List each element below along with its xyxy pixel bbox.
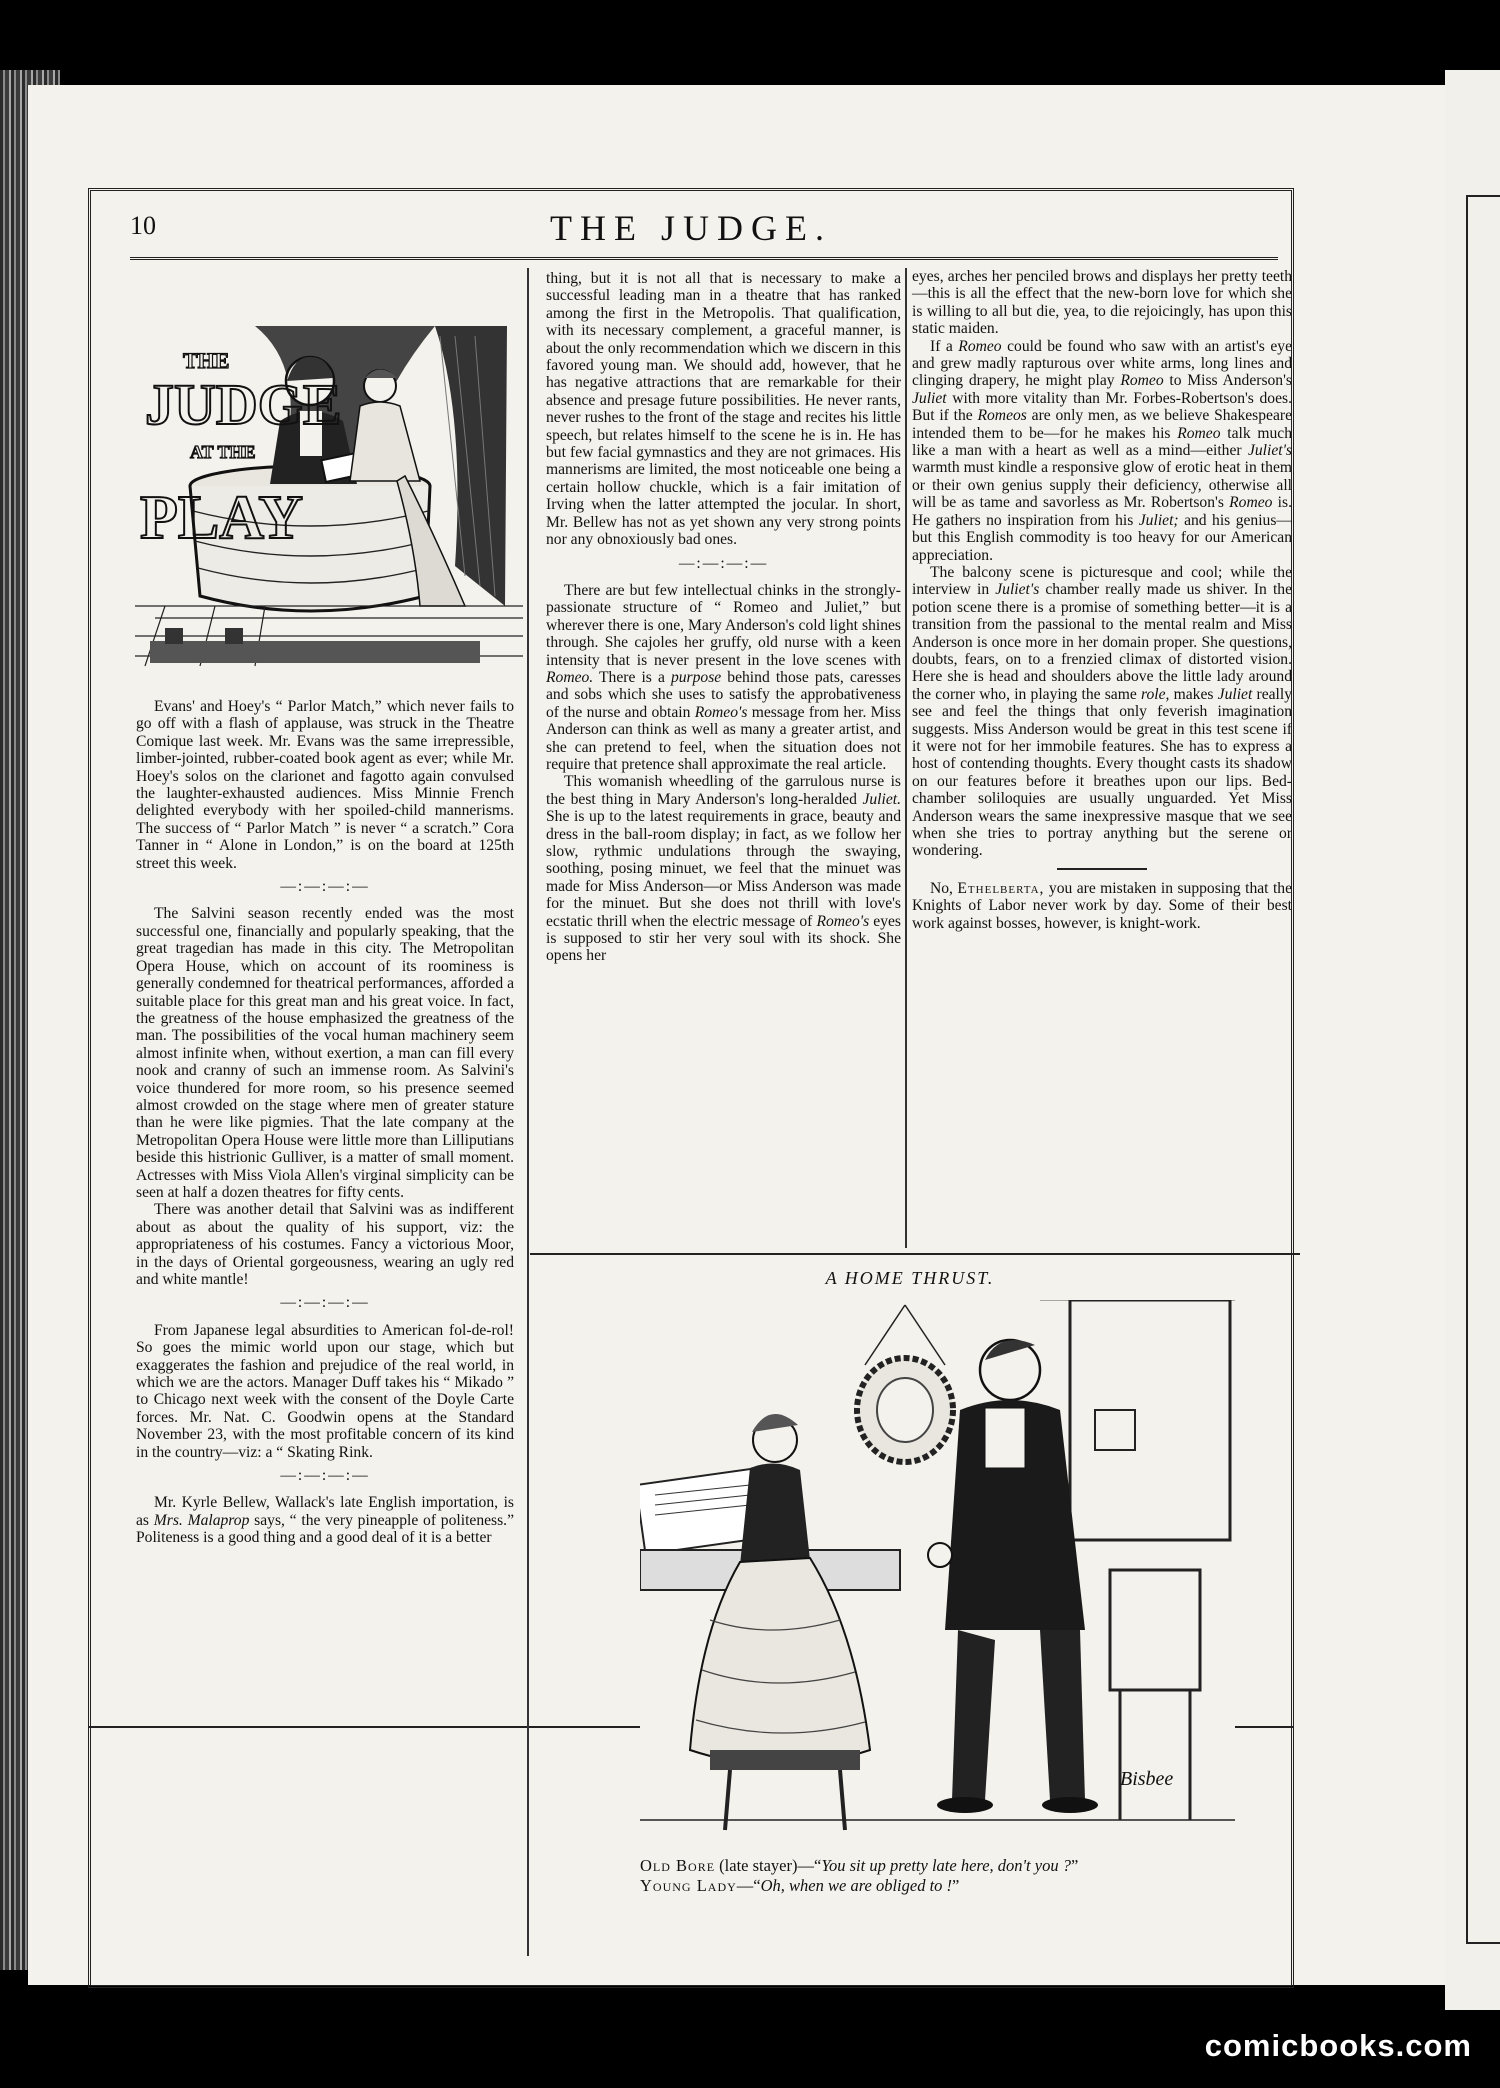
text-run: Mr. Kyrle Bellew, Wallack's late English importation, is as xyxy=(136,1494,514,1529)
article-column-2 xyxy=(546,270,901,965)
paragraph-kyrle-bellew xyxy=(136,1494,514,1546)
lettering-at-the: AT THE xyxy=(190,442,256,462)
italic-run: Romeos xyxy=(977,407,1027,425)
text-run: you are mistaken in supposing that the Knights of Labor never work by day. Some of their best work against bosses, however, is knight-work. xyxy=(912,879,1292,932)
text-run: This womanish wheedling of the garrulous nurse is the best thing in Mary Anderson's long-heralded xyxy=(546,773,901,808)
text-run: behind those pats, caresses and sobs which she uses to satisfy the approbativeness of the nurse and obtain xyxy=(546,668,902,721)
masthead-title: THE JUDGE. xyxy=(550,208,832,248)
italic-run: Romeo xyxy=(1177,424,1221,442)
italic-run: role, xyxy=(1140,685,1170,703)
caption-speaker: Old Bore xyxy=(640,1856,716,1875)
cartoon-title: A HOME THRUST. xyxy=(825,1268,995,1288)
short-rule xyxy=(1057,868,1147,870)
paragraph-balcony-scene xyxy=(912,564,1292,860)
article-column-3 xyxy=(912,268,1292,932)
italic-run: Romeo's xyxy=(694,703,748,721)
article-column-1 xyxy=(136,698,514,1547)
masthead-rule xyxy=(130,257,1278,260)
text-run: There is a xyxy=(599,668,665,686)
italic-run: Juliet; xyxy=(1138,511,1179,529)
text-run: No, xyxy=(930,879,953,897)
caption-line-1: Old Bore (late stayer)—“You sit up pretty late here, don't you ?” xyxy=(640,1856,1079,1875)
page-number: 10 xyxy=(130,211,156,240)
italic-run: Romeo xyxy=(1229,494,1273,512)
text-run: with more vitality than Mr. Forbes-Robertson's does. But if the xyxy=(912,389,1292,425)
section-separator: —:—:—:— xyxy=(280,1294,370,1312)
paragraph-ethelberta xyxy=(912,880,1292,932)
lettering-judge: JUDGE xyxy=(145,372,342,437)
italic-run: Juliet's xyxy=(1247,442,1292,460)
paragraph-parlor-match: Evans' and Hoey's “ Parlor Match,” which never fails to go off with a flash of applause, was struck in the Theatre Comique last week. Mr. Evans was the same irrepressible, limber-jointed, rubber-coated book agent as ever; while Mr. Hoey's solos on the clarionet and fagotto again convulsed the laughter-exhausted audiences. Miss Minnie French delighted everybody with her spoiled-child mannerisms. The success of “ Parlor Match ” is never “ a scratch.” Cora Tanner in “ Alone in London,” is on the board at 125th street this week. xyxy=(136,698,514,872)
home-thrust-cartoon xyxy=(640,1300,1235,1840)
paragraph-bellew-continued: thing, but it is not all that is necessary to make a successful leading man in a theatre that has ranked among the first in the Metropolis. That qualification, with its necessary complement, a graceful manner, is about the only recommendation which we discern in this favored young man. We should add, however, that he has negative attractions that are remarkable for their absence and presage future possibilities. He never rants, never rushes to the front of the stage and recites his little speech, but relates himself to the scene he is in. He has but few facial gymnastics and they are not grimaces. His mannerisms are limited, the most noticeable one being a certain hollow chuckle, which is a fair imitation of Irving when the latter attempted the jocular. In short, Mr. Bellew has not as yet shown any very strong points nor any obnoxiously bad ones. xyxy=(546,270,901,549)
watermark: comicbooks.com xyxy=(1204,2028,1472,2063)
cartoon-caption xyxy=(640,1856,1240,1896)
caption-note: (late stayer)—“ xyxy=(719,1856,822,1875)
text-run: message from her. Miss Anderson can think as well as many a greater artist, and she can pretend to feel, when the situation does not require that pretence shall approximate the real article. xyxy=(546,703,901,773)
next-page-frame xyxy=(1466,195,1500,1944)
paragraph-salvini-costumes: There was another detail that Salvini was as indifferent about as about the quality of his support, viz: the appropriateness of his costumes. Fancy a victorious Moor, in the days of Oriental gorgeousness, wearing an ugly red and white mantle! xyxy=(136,1201,514,1288)
text-run: and his genius—but this English commodity is too heavy for our American appreciation. xyxy=(912,511,1293,564)
caption-note: —“ xyxy=(736,1876,761,1895)
text-run: If a xyxy=(930,337,953,355)
italic-run: purpose xyxy=(670,668,722,686)
artist-signature: Bisbee xyxy=(1120,1768,1174,1790)
italic-run: Romeo. xyxy=(546,668,594,686)
text-run: says, “ the very pineapple of politeness.” Politeness is a good thing and a good deal of it is a better xyxy=(136,1511,514,1547)
text-run: eyes is supposed to stir her very soul with its shock. She opens her xyxy=(546,912,901,965)
text-run: could be found who saw with an artist's eye and grew madly rapturous over white arms, long lines and clinging drapery, he might play xyxy=(912,337,1292,390)
paragraph-womanish-wheedling xyxy=(546,773,901,964)
italic-run: Romeo's xyxy=(816,912,870,930)
text-run: There are but few intellectual chinks in the strongly-passionate structure of “ Romeo and Juliet,” but wherever there is one, Mary Anderson's cold light shines through. She cajoles her gruffy, old nurse with a keen intensity that is never present in the love scenes with xyxy=(546,581,901,669)
text-run: The balcony scene is picturesque and cool; while the interview in xyxy=(912,563,1292,599)
italic-run: Juliet's xyxy=(995,581,1040,599)
caption-quote: You sit up pretty late here, don't you ? xyxy=(821,1856,1071,1875)
italic-run: Mrs. Malaprop xyxy=(153,1511,250,1529)
column-rule-right xyxy=(905,268,907,1248)
italic-run: Romeo xyxy=(1120,372,1164,390)
paragraph-salvini-season: The Salvini season recently ended was the most successful one, financially and popularly speaking, that the great tragedian has made in this city. The Metropolitan Opera House, which on account of its roominess is generally condemned for theatrical performances, afforded a suitable place for this great man and his great voice. In fact, the greatness of the house emphasized the greatness of the man. The possibilities of the vocal human machinery seem almost infinite when, without exertion, a man can fill every nook and cranny of such an immense room. As Salvini's voice thundered for more room, so his presence seemed almost crowded on the stage where men of greater stature than he were like pigmies. That the late company at the Metropolitan Opera House were little more than Lilliputians beside this histrionic Gulliver, is a matter of small moment. Actresses with Miss Viola Allen's virginal simplicity can be seen at half a dozen theatres for fifty cents. xyxy=(136,905,514,1201)
italic-run: Juliet xyxy=(912,389,947,407)
italic-run: Juliet xyxy=(1217,685,1253,703)
cartoon-top-rule xyxy=(530,1253,1300,1255)
text-run: warmth must kindle a responsive glow of erotic heat in them or their own genius supply their deficiency, otherwise all will be as tame and savorless as Mr. Robertson's xyxy=(912,459,1292,512)
lettering-the: THE xyxy=(183,348,230,373)
paragraph-if-a-romeo xyxy=(912,338,1292,564)
judge-at-the-play-illustration xyxy=(135,306,523,681)
text-run: chamber really made us shiver. In the potion scene there is a promise of something better—it is a transition from the passional to the mental realm and Miss Anderson is once more in her domain proper. She questions, doubts, fears, on to a frenzied climax of distorted vision. Here she is head and shoulders above the little lady around the corner who, in playing the same xyxy=(912,581,1292,703)
column-rule-left xyxy=(527,268,529,1956)
text-run: are only men, as we believe Shakespeare intended them to be—for he makes his xyxy=(912,407,1293,442)
caption-speaker: Young Lady xyxy=(640,1876,737,1895)
text-run: She is up to the latest requirements in grace, beauty and dress in the ball-room display; in fact, as we follow her slow, rythmic undulations through the swaying, soothing, posing minuet, we feel that the minuet was made for Miss Anderson—or Miss Anderson was made for the minuet. But she does not thrill with love's ecstatic thrill when the electric message of xyxy=(546,808,901,930)
text-run: is. He gathers no inspiration from his xyxy=(912,494,1292,529)
text-run: really see and feel the things that only feverish imagination suggests. Miss Anderson would be great in this test scene if it were not for her immobile features. She has to express a host of contending thoughts. Every thought casts its shadow on our features before it breathes upon our lips. Bed-chamber soliloquies are usually unguarded. Yet Miss Anderson wears the same inexpressive masque that we see when she tries to portray anything but the serene or wondering. xyxy=(912,685,1293,860)
small-caps-run: Ethelberta, xyxy=(957,879,1045,897)
text-run: talk much like a man with a heart as well as a mind—either xyxy=(912,424,1292,460)
paragraph-mimic-world: From Japanese legal absurdities to American fol-de-rol! So goes the mimic world upon our stage, which but exaggerates the fashion and prejudice of the real world, in which we are the actors. Manager Duff takes his “ Mikado ” to Chicago next week with the consent of the Doyle Carte forces. Mr. Nat. C. Goodwin opens at the Standard November 23, with the most profitable concern of its kind in the country—viz: a “ Skating Rink. xyxy=(136,1321,514,1461)
text-run: to Miss Anderson's xyxy=(1169,372,1292,390)
masthead xyxy=(96,205,1286,261)
section-separator: —:—:—:— xyxy=(280,878,370,896)
paragraph-intellectual-chinks xyxy=(546,582,901,773)
section-separator: —:—:—:— xyxy=(280,1467,370,1485)
caption-quote: Oh, when we are obliged to ! xyxy=(760,1876,953,1895)
italic-run: Romeo xyxy=(958,337,1002,355)
text-run: makes xyxy=(1173,685,1214,703)
paragraph-static-maiden: eyes, arches her penciled brows and displays her pretty teeth—this is all the effect that the new-born love for which she is willing to all but die, yea, to die rejoicingly, has upon this static maiden. xyxy=(912,268,1292,338)
italic-run: Juliet. xyxy=(862,790,902,808)
caption-line-2: Young Lady—“Oh, when we are obliged to !” xyxy=(640,1876,960,1895)
lettering-play: PLAY xyxy=(140,484,304,552)
section-separator: —:—:—:— xyxy=(678,554,769,572)
